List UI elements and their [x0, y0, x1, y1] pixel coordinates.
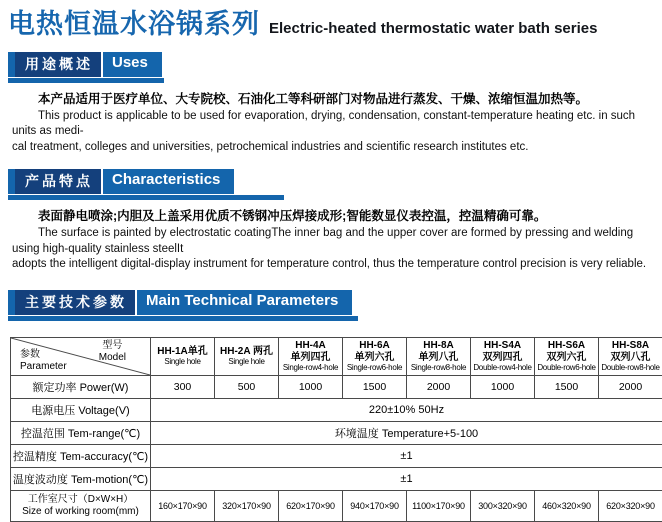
row-label: 温度波动度 Tem-motion(℃): [11, 467, 151, 490]
parameters-heading-cn: 主要技术参数: [8, 290, 135, 315]
section-parameters: [8, 290, 656, 522]
corner-parameter-label: 参数 Parameter: [20, 349, 67, 373]
model-name: HH-8A: [408, 340, 469, 352]
parameters-banner: [8, 290, 352, 321]
value-cell: 620×320×90: [599, 490, 662, 521]
model-column-header-2: [215, 337, 279, 375]
value-cell: 2000: [407, 375, 471, 398]
characteristics-body-en: [12, 226, 652, 272]
model-column-header-7: [535, 337, 599, 375]
uses-body-en-line1: This product is applicable to be used for evaporation, drying, condensation, constant-temperature heating etc. in such units as medi-: [12, 109, 652, 139]
table-row-3: [11, 421, 662, 444]
span-value-cell: ±1: [151, 444, 662, 467]
value-cell: 2000: [599, 375, 662, 398]
table-row-2: [11, 398, 662, 421]
model-column-header-4: [343, 337, 407, 375]
uses-body-cn: 本产品适用于医疗单位、大专院校、石油化工等科研部门对物品进行蒸发、干燥、浓缩恒温加热等。: [12, 92, 652, 108]
model-name: 双列八孔: [600, 352, 661, 364]
row-label: 电源电压 Voltage(V): [11, 398, 151, 421]
model-column-header-1: [151, 337, 215, 375]
table-row-6: [11, 490, 662, 521]
model-name: HH-4A: [280, 340, 341, 352]
row-label: 额定功率 Power(W): [11, 375, 151, 398]
value-cell: 940×170×90: [343, 490, 407, 521]
table-row-1: [11, 375, 662, 398]
parameters-table: [10, 337, 662, 522]
value-cell: 1000: [471, 375, 535, 398]
model-column-header-6: [471, 337, 535, 375]
value-cell: 300: [151, 375, 215, 398]
model-subtitle: Single-row8-hole: [408, 363, 469, 373]
model-name: HH-S6A: [536, 340, 597, 352]
row-label-cn: 工作室尺寸（D×W×H）: [12, 494, 149, 506]
value-cell: 1000: [279, 375, 343, 398]
model-name: HH-S4A: [472, 340, 533, 352]
model-name: 单列八孔: [408, 352, 469, 364]
model-column-header-8: [599, 337, 662, 375]
model-name: 单列四孔: [280, 352, 341, 364]
value-cell: 160×170×90: [151, 490, 215, 521]
characteristics-heading-cn: 产品特点: [8, 169, 101, 194]
characteristics-body-cn: 表面静电喷涂;内胆及上盖采用优质不锈钢冲压焊接成形;智能数显仪表控温，控温精确可靠。: [12, 209, 652, 225]
corner-model-label: 型号 Model: [99, 340, 126, 364]
page-title: [8, 10, 656, 40]
model-name: HH-1A单孔: [152, 346, 213, 358]
value-cell: 1100×170×90: [407, 490, 471, 521]
model-name: 双列四孔: [472, 352, 533, 364]
uses-banner: [8, 52, 162, 83]
uses-body-en-line2: cal treatment, colleges and universities, petrochemical industries and scientific research institutes etc.: [12, 140, 652, 155]
table-corner-cell: [11, 337, 151, 375]
characteristics-body-en-line1: The surface is painted by electrostatic coatingThe inner bag and the upper cover are formed by pressing and welding using high-quality stainless steelIt: [12, 226, 652, 256]
model-subtitle: Single-row6-hole: [344, 363, 405, 373]
model-name: HH-2A 两孔: [216, 346, 277, 358]
uses-heading-cn: 用途概述: [8, 52, 101, 77]
row-label: [11, 490, 151, 521]
characteristics-heading-en: Characteristics: [103, 169, 234, 194]
row-label: 控温精度 Tem-accuracy(℃): [11, 444, 151, 467]
model-name: 单列六孔: [344, 352, 405, 364]
row-label: 控温范围 Tem-range(℃): [11, 421, 151, 444]
model-name: HH-S8A: [600, 340, 661, 352]
page-title-cn: 电热恒温水浴锅系列: [8, 10, 260, 40]
model-subtitle: Single hole: [152, 357, 213, 367]
model-column-header-3: [279, 337, 343, 375]
uses-banner-underline: [8, 78, 164, 83]
section-uses: [8, 52, 656, 155]
value-cell: 620×170×90: [279, 490, 343, 521]
model-subtitle: Single hole: [216, 357, 277, 367]
value-cell: 300×320×90: [471, 490, 535, 521]
model-name: HH-6A: [344, 340, 405, 352]
uses-body-en: [12, 109, 652, 155]
parameters-heading-en: Main Technical Parameters: [137, 290, 352, 315]
table-header-row: [11, 337, 662, 375]
characteristics-banner-underline: [8, 195, 284, 200]
parameters-banner-underline: [8, 316, 358, 321]
model-name: 双列六孔: [536, 352, 597, 364]
value-cell: 1500: [343, 375, 407, 398]
value-cell: 1500: [535, 375, 599, 398]
row-label-en: Size of working room(mm): [12, 506, 149, 518]
characteristics-body-en-line2: adopts the intelligent digital-display instrument for temperature control, thus the temperature control precision is very reliable.: [12, 257, 652, 272]
model-column-header-5: [407, 337, 471, 375]
value-cell: 460×320×90: [535, 490, 599, 521]
uses-heading-en: Uses: [103, 52, 162, 77]
section-characteristics: [8, 169, 656, 272]
model-subtitle: Double-row4-hole: [472, 363, 533, 373]
span-value-cell: ±1: [151, 467, 662, 490]
page-title-en: Electric-heated thermostatic water bath series: [269, 20, 597, 37]
table-row-5: [11, 467, 662, 490]
span-value-cell: 220±10% 50Hz: [151, 398, 662, 421]
value-cell: 500: [215, 375, 279, 398]
span-value-cell: 环境温度 Temperature+5-100: [151, 421, 662, 444]
value-cell: 320×170×90: [215, 490, 279, 521]
model-subtitle: Double-row8-hole: [600, 363, 661, 373]
model-subtitle: Single-row4-hole: [280, 363, 341, 373]
characteristics-banner: [8, 169, 234, 200]
model-subtitle: Double-row6-hole: [536, 363, 597, 373]
